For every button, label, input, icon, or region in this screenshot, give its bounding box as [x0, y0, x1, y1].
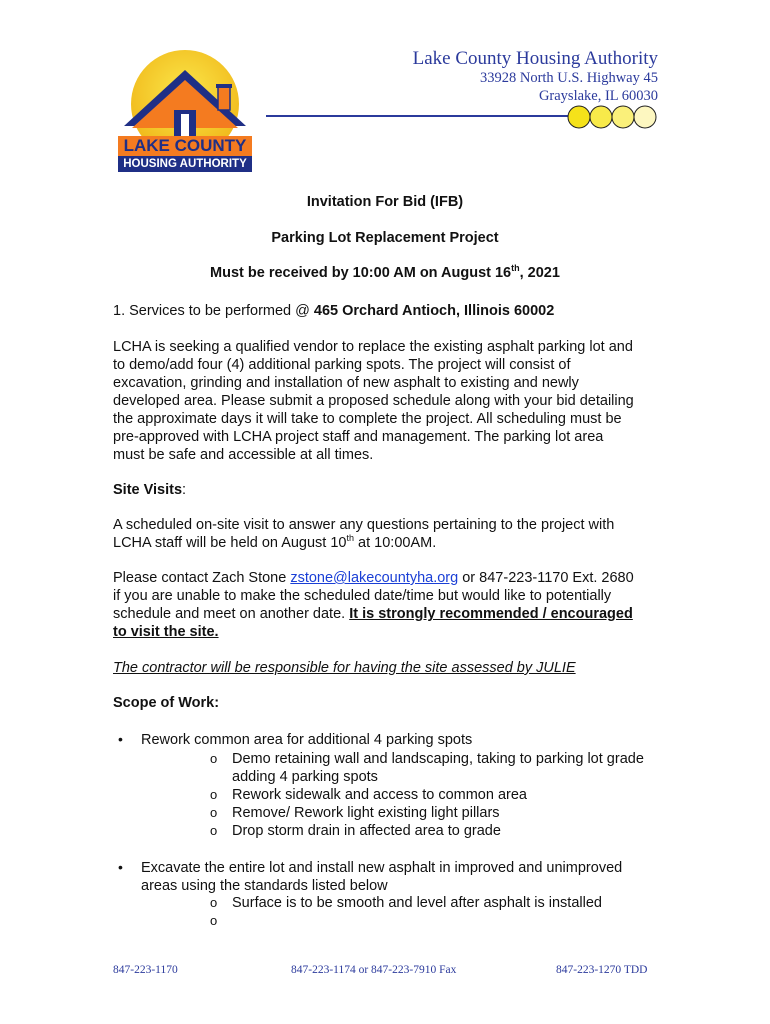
contact-phone: or 847-223-1170 Ext. 2680	[458, 570, 634, 586]
contact-line3-text: schedule and meet on another date.	[113, 606, 350, 622]
scope-sub1-item: adding 4 parking spots	[232, 769, 378, 785]
sub-bullet-icon: o	[210, 895, 218, 910]
scope-bullet2-line2: areas using the standards listed below	[141, 878, 388, 894]
scope-sub2-item: Surface is to be smooth and level after asphalt is installed	[232, 895, 602, 911]
julie-note: The contractor will be responsible for having the site assessed by JULIE	[113, 660, 576, 676]
site-visits-time: at 10:00AM.	[354, 535, 437, 551]
scope-sub1-item: Demo retaining wall and landscaping, taking to parking lot grade	[232, 751, 644, 767]
sub-bullet-icon: o	[210, 913, 218, 928]
org-name: Lake County Housing Authority	[412, 48, 658, 69]
contact-prefix: Please contact Zach Stone	[113, 570, 291, 586]
site-visits-line1: A scheduled on-site visit to answer any questions pertaining to the project with	[113, 517, 615, 533]
bullet-icon: •	[118, 731, 123, 747]
doc-title: Invitation For Bid (IFB)	[306, 194, 464, 210]
site-visits-label: Site Visits	[113, 482, 183, 498]
deadline	[0, 265, 770, 281]
site-visits-heading	[113, 481, 663, 499]
header-rule	[266, 115, 568, 117]
services-prefix: 1. Services to be performed @	[113, 303, 314, 319]
scope-sub1-item: Rework sidewalk and access to common area	[232, 787, 527, 803]
intro-paragraph	[113, 338, 663, 464]
intro-line: must be safe and accessible at all times.	[113, 447, 374, 463]
footer-fax: 847-223-1174 or 847-223-7910 Fax	[291, 964, 457, 976]
intro-line: LCHA is seeking a qualified vendor to replace the existing asphalt parking lot and	[113, 339, 633, 355]
sub-bullet-icon: o	[210, 751, 218, 766]
contact-line4: to visit the site.	[113, 624, 219, 640]
project-title: Parking Lot Replacement Project	[271, 230, 499, 246]
deadline-sup: th	[511, 263, 520, 274]
org-address: 33928 North U.S. Highway 45	[479, 70, 658, 86]
intro-line: excavation, grinding and installation of new asphalt to existing and newly	[113, 375, 579, 391]
services-line	[113, 302, 663, 320]
footer-tdd: 847-223-1270 TDD	[556, 964, 648, 976]
intro-line: developed area. Please submit a proposed schedule along with your bid detailing	[113, 393, 634, 409]
scope-bullet2	[141, 859, 671, 895]
services-address: 465 Orchard Antioch, Illinois 60002	[313, 303, 555, 319]
logo-line2: HOUSING AUTHORITY	[123, 158, 247, 170]
site-visits-date: LCHA staff will be held on August 10	[113, 535, 347, 551]
contact-line2: if you are unable to make the scheduled date/time but would like to potentially	[113, 588, 612, 604]
contact-email-link[interactable]: zstone@lakecountyha.org	[290, 570, 459, 586]
org-city: Grayslake, IL 60030	[538, 88, 658, 104]
scope-bullet1: Rework common area for additional 4 parking spots	[141, 732, 473, 748]
logo-line1: LAKE COUNTY	[123, 136, 247, 155]
scope-sub1-item: Drop storm drain in affected area to grade	[232, 823, 501, 839]
sub-bullet-icon: o	[210, 823, 218, 838]
site-visits-line2	[113, 534, 663, 552]
footer-phone: 847-223-1170	[113, 964, 178, 976]
contact-line3	[113, 605, 663, 623]
site-visits-colon: :	[182, 482, 187, 498]
scope-bullet2-line1: Excavate the entire lot and install new asphalt in improved and unimproved	[141, 860, 623, 876]
intro-line: the approximate days it will take to complete the project. All scheduling must be	[113, 411, 622, 427]
deadline-text: Must be received by 10:00 AM on August 16	[210, 265, 512, 281]
scope-sub1-item: Remove/ Rework light existing light pillars	[232, 805, 500, 821]
intro-line: to demo/add four (4) additional parking spots. The project will consist of	[113, 357, 571, 373]
lcha-logo	[110, 48, 260, 176]
bullet-icon: •	[118, 859, 123, 875]
site-visits-sup: th	[346, 533, 355, 544]
site-visits-paragraph	[113, 516, 663, 552]
sub-bullet-icon: o	[210, 805, 218, 820]
deadline-year: , 2021	[519, 265, 560, 281]
contact-line1	[113, 569, 663, 587]
sub-bullet-icon: o	[210, 787, 218, 802]
contact-paragraph	[113, 569, 663, 641]
intro-line: pre-approved with LCHA project staff and management. The parking lot area	[113, 429, 604, 445]
contact-recommendation: It is strongly recommended / encouraged	[349, 606, 633, 622]
decorative-circles	[566, 104, 660, 130]
scope-heading: Scope of Work:	[113, 695, 220, 711]
